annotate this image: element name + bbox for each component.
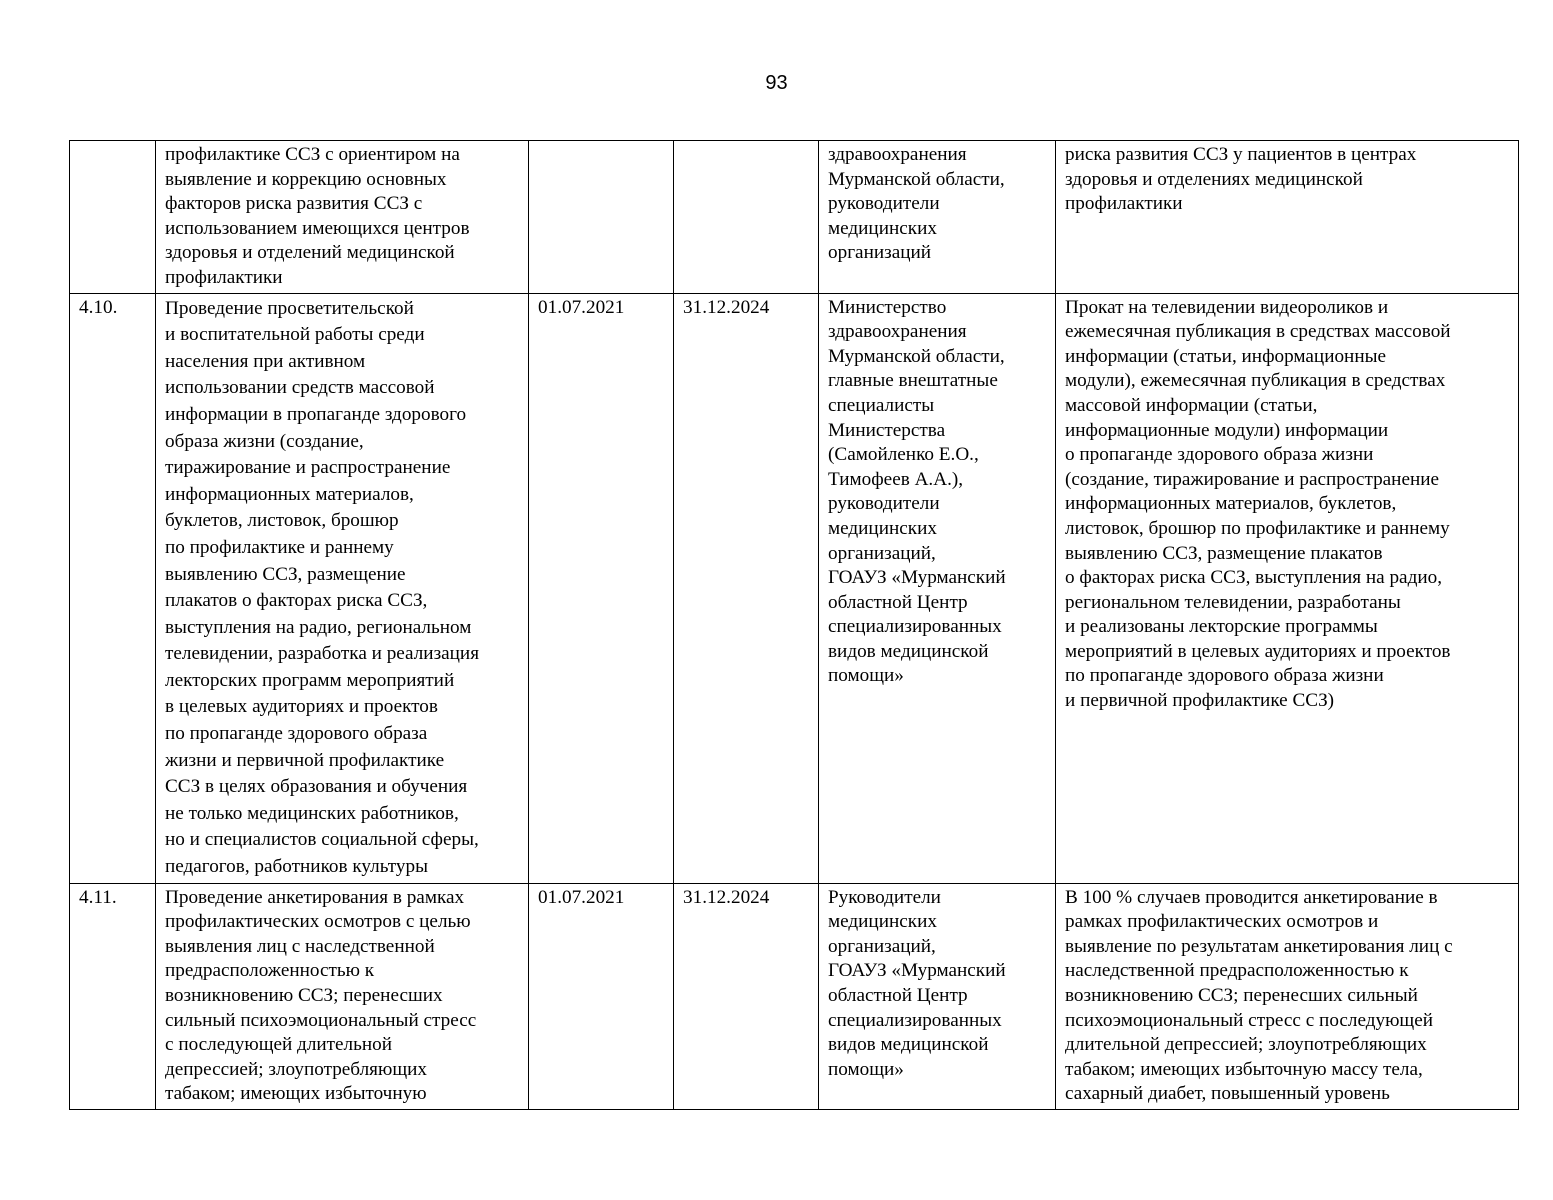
cell-activity: Проведение просветительской и воспитательной работы среди населения при активном использовании средств массовой информации в пропаганде здорового образа жизни (создание, тиражирование и распространение информационных материалов, буклетов, листовок, брошюр по профилактике и раннему выявлению ССЗ, размещение плакатов о факторах риска ССЗ, выступления на радио, региональном телевидении, разработка и реализация лекторских программ мероприятий в целевых аудиториях и проектов по пропаганде здорового образа жизни и первичной профилактике ССЗ в целях образования и обучения не только медицинских работников, но и специалистов социальной сферы, педагогов, работников культуры bbox=[156, 293, 529, 883]
cell-responsible: Министерство здравоохранения Мурманской области, главные внештатные специалисты Министерства (Самойленко Е.О., Тимофеев А.А.), руководители медицинских организаций, ГОАУЗ «Мурманский областной Центр специализированных видов медицинской помощи» bbox=[819, 293, 1056, 883]
cell-activity: Проведение анкетирования в рамках профилактических осмотров с целью выявления лиц с наследственной предрасположенностью к возникновению ССЗ; перенесших сильный психоэмоциональный стресс с последующей длительной депрессией; злоупотребляющих табаком; имеющих избыточную bbox=[156, 883, 529, 1109]
page-number: 93 bbox=[765, 72, 788, 94]
cell-number: 4.11. bbox=[70, 883, 156, 1109]
cell-start-date: 01.07.2021 bbox=[529, 293, 674, 883]
cell-number bbox=[70, 141, 156, 294]
cell-result: Прокат на телевидении видеороликов и ежемесячная публикация в средствах массовой информации (статьи, информационные модули), ежемесячная публикация в средствах массовой информации (статьи, информационные модули) информации о пропаганде здорового образа жизни (создание, тиражирование и распространение информационных материалов, буклетов, листовок, брошюр по профилактике и раннему выявлению ССЗ, размещение плакатов о факторах риска ССЗ, выступления на радио, региональном телевидении, разработаны и реализованы лекторские программы мероприятий в целевых аудиториях и проектов по пропаганде здорового образа жизни и первичной профилактике ССЗ) bbox=[1056, 293, 1519, 883]
measures-table bbox=[69, 140, 1519, 1110]
cell-end-date: 31.12.2024 bbox=[674, 883, 819, 1109]
cell-result: В 100 % случаев проводится анкетирование в рамках профилактических осмотров и выявление по результатам анкетирования лиц с наследственной предрасположенностью к возникновению ССЗ; перенесших сильный психоэмоциональный стресс с последующей длительной депрессией; злоупотребляющих табаком; имеющих избыточную массу тела, сахарный диабет, повышенный уровень bbox=[1056, 883, 1519, 1109]
cell-start-date: 01.07.2021 bbox=[529, 883, 674, 1109]
table-row bbox=[70, 141, 1519, 294]
cell-activity: профилактике ССЗ с ориентиром на выявление и коррекцию основных факторов риска развития ССЗ с использованием имеющихся центров здоровья и отделений медицинской профилактики bbox=[156, 141, 529, 294]
cell-start-date bbox=[529, 141, 674, 294]
table-row bbox=[70, 293, 1519, 883]
cell-end-date: 31.12.2024 bbox=[674, 293, 819, 883]
cell-responsible: здравоохранения Мурманской области, руководители медицинских организаций bbox=[819, 141, 1056, 294]
cell-end-date bbox=[674, 141, 819, 294]
table-row bbox=[70, 883, 1519, 1109]
cell-responsible: Руководители медицинских организаций, ГОАУЗ «Мурманский областной Центр специализированных видов медицинской помощи» bbox=[819, 883, 1056, 1109]
cell-number: 4.10. bbox=[70, 293, 156, 883]
cell-result: риска развития ССЗ у пациентов в центрах здоровья и отделениях медицинской профилактики bbox=[1056, 141, 1519, 294]
